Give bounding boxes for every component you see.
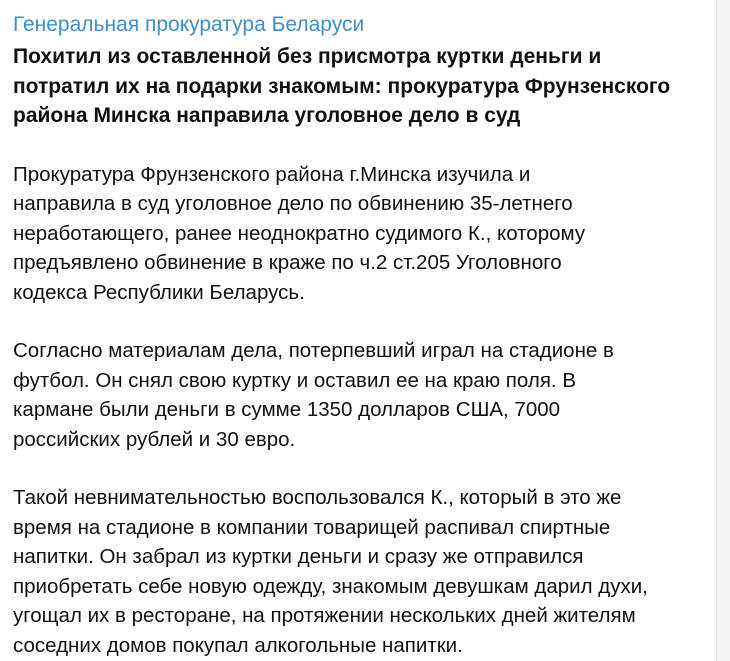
headline-line: потратил их на подарки знакомым: прокуратура Фрунзенского: [13, 74, 671, 98]
paragraph-line: неработающего, ранее неоднократно судимого К., которому: [13, 221, 586, 245]
post-headline: [13, 42, 713, 131]
paragraph-line: Согласно материалам дела, потерпевший играл на стадионе в: [13, 339, 614, 362]
headline-line: Похитил из оставленной без присмотра куртки деньги и: [13, 45, 602, 68]
paragraph-line: Такой невнимательностью воспользовался К., который в это же: [13, 486, 622, 509]
paragraph-line: время на стадионе в компании товарищей распивал спиртные: [13, 515, 611, 539]
paragraph-line: соседних домов покупал алкогольные напитки.: [13, 633, 463, 657]
chat-background-edge: [716, 0, 730, 661]
post-paragraph: [13, 336, 713, 454]
paragraph-line: направила в суд уголовное дело по обвинению 35-летнего: [13, 192, 573, 215]
paragraph-line: Прокуратура Фрунзенского района г.Минска изучила и: [13, 162, 531, 186]
paragraph-line: футбол. Он снял свою куртку и оставил ее на краю поля. В: [13, 368, 576, 392]
paragraph-line: кодекса Республики Беларусь.: [13, 280, 305, 304]
paragraph-line: угощал их в ресторане, на протяжении нескольких дней жителям: [13, 604, 636, 627]
paragraph-line: приобретать себе новую одежду, знакомым девушкам дарил духи,: [13, 574, 648, 598]
post-paragraph: [13, 483, 713, 660]
paragraph-line: напитки. Он забрал из куртки деньги и сразу же отправился: [13, 545, 584, 568]
paragraph-line: кармане были деньги в сумме 1350 долларов США, 7000: [13, 398, 561, 421]
post-paragraph: [13, 160, 713, 308]
headline-line: района Минска направила уголовное дело в суд: [13, 104, 521, 127]
channel-name-link[interactable]: Генеральная прокуратура Беларуси: [13, 13, 365, 36]
paragraph-line: российских рублей и 30 евро.: [13, 427, 296, 451]
paragraph-line: предъявлено обвинение в краже по ч.2 ст.205 Уголовного: [13, 251, 562, 274]
